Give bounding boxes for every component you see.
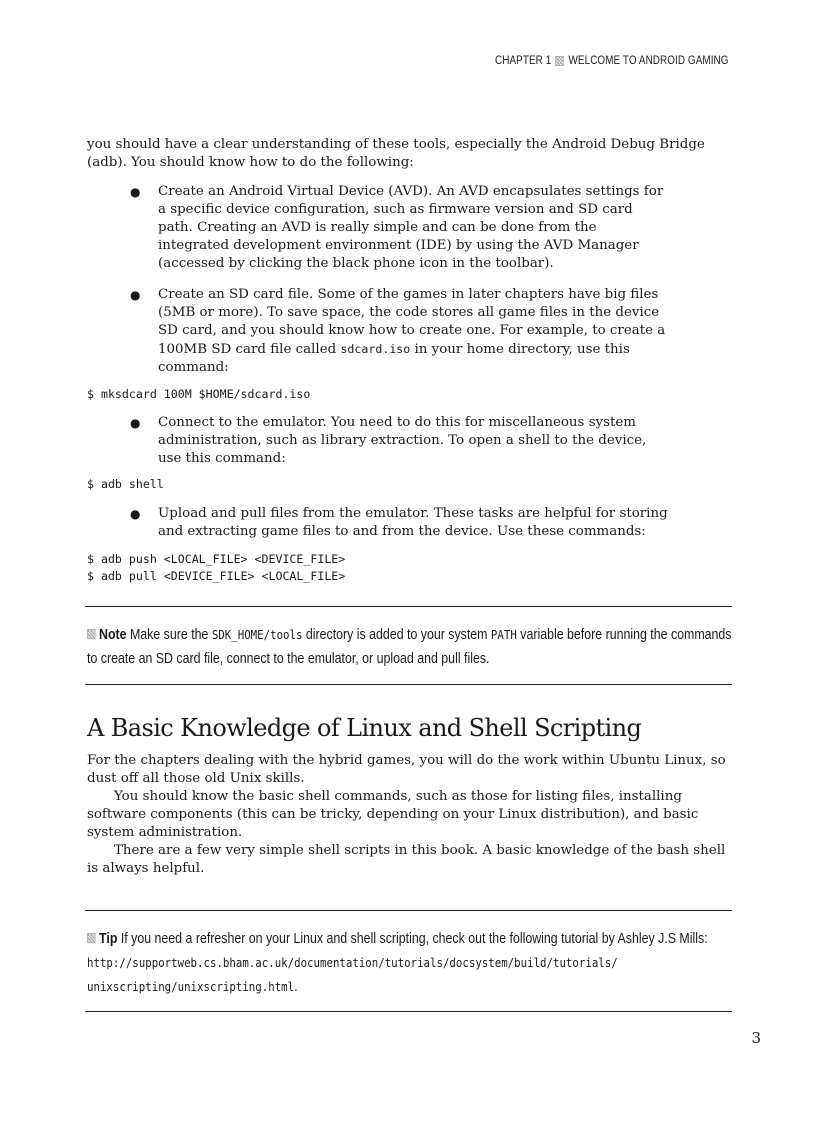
bullet-text: in your home directory, use this command: <box>158 342 630 375</box>
note-label: Note <box>99 627 127 643</box>
bullet-item <box>130 414 668 468</box>
square-bullet-icon <box>556 56 565 66</box>
bullet-dot-icon: ● <box>130 185 141 199</box>
page-number: 3 <box>751 1029 761 1047</box>
divider <box>85 910 732 911</box>
section-paragraph: For the chapters dealing with the hybrid games, you will do the work within Ubuntu Linux, so dust off all those old Unix skills. <box>87 753 726 786</box>
intro-paragraph: you should have a clear understanding of these tools, especially the Android Debug Bridge (adb). You should know how to do the following: <box>87 137 705 170</box>
running-head <box>495 55 729 67</box>
tip-label: Tip <box>99 931 118 947</box>
bullet-dot-icon: ● <box>130 416 141 430</box>
tip-square-icon <box>87 933 96 943</box>
tutorial-link[interactable]: unixscripting/unixscripting.html <box>87 979 295 994</box>
divider <box>85 684 732 685</box>
section-paragraph: You should know the basic shell commands, such as those for listing files, installing software components (this can be tricky, depending on your Linux distribution), and basic system administration. <box>87 789 699 840</box>
tip-callout: Tip If you need a refresher on your Linux and shell scripting, check out the following tutorial by Ashley J.S Mills: http://supportweb.cs.bham.ac.uk/documentation/tutorials/docsystem/build/tutorials/ unixscripting/unixscripting.html. <box>87 931 708 995</box>
bullet-dot-icon: ● <box>130 288 141 302</box>
section-heading: A Basic Knowledge of Linux and Shell Scripting <box>87 714 642 742</box>
code-block: $ adb shell <box>87 477 164 491</box>
inline-code: sdcard.iso <box>340 342 411 356</box>
page-content <box>87 136 732 1012</box>
divider <box>85 606 732 607</box>
chapter-title: WELCOME TO ANDROID GAMING <box>568 55 729 67</box>
code-block: $ adb push <LOCAL_FILE> <DEVICE_FILE> $ adb pull <DEVICE_FILE> <LOCAL_FILE> <box>87 552 346 583</box>
bullet-text: Create an Android Virtual Device (AVD). An AVD encapsulates settings for a specific device configuration, such as firmware version and SD card path. Creating an AVD is really simple and can be done from the integrated development environment (IDE) by using the AVD Manager (accessed by clicking the black phone icon in the toolbar). <box>158 184 664 271</box>
bullet-dot-icon: ● <box>130 507 141 521</box>
tutorial-link[interactable]: http://supportweb.cs.bham.ac.uk/documentation/tutorials/docsystem/build/tutorials/ <box>87 955 618 970</box>
divider <box>85 1011 732 1012</box>
bullet-item <box>130 286 668 377</box>
bullet-text: Connect to the emulator. You need to do this for miscellaneous system administration, such as library extraction. To open a shell to the device, use this command: <box>158 415 647 466</box>
inline-code: SDK_HOME/tools <box>211 627 303 642</box>
section-paragraph: There are a few very simple shell scripts in this book. A basic knowledge of the bash shell is always helpful. <box>87 843 726 876</box>
inline-code: PATH <box>490 627 517 642</box>
note-square-icon <box>87 629 96 639</box>
chapter-label: CHAPTER 1 <box>495 55 552 67</box>
bullet-item <box>130 183 668 273</box>
bullet-text: Upload and pull files from the emulator. These tasks are helpful for storing and extracting game files to and from the device. Use these commands: <box>158 506 668 539</box>
bullet-item <box>130 505 668 541</box>
code-block: $ mksdcard 100M $HOME/sdcard.iso <box>87 387 311 401</box>
bullet-text: Create an SD card file. Some of the games in later chapters have big files (5MB or more). To save space, the code stores all game files in the device SD card, and you should know how to create one. For example, to create a 100MB SD card file called <box>158 287 666 357</box>
note-callout: Note Make sure the SDK_HOME/tools directory is added to your system PATH variable before running the commands to create an SD card file, connect to the emulator, or upload and pull files. <box>87 627 732 667</box>
